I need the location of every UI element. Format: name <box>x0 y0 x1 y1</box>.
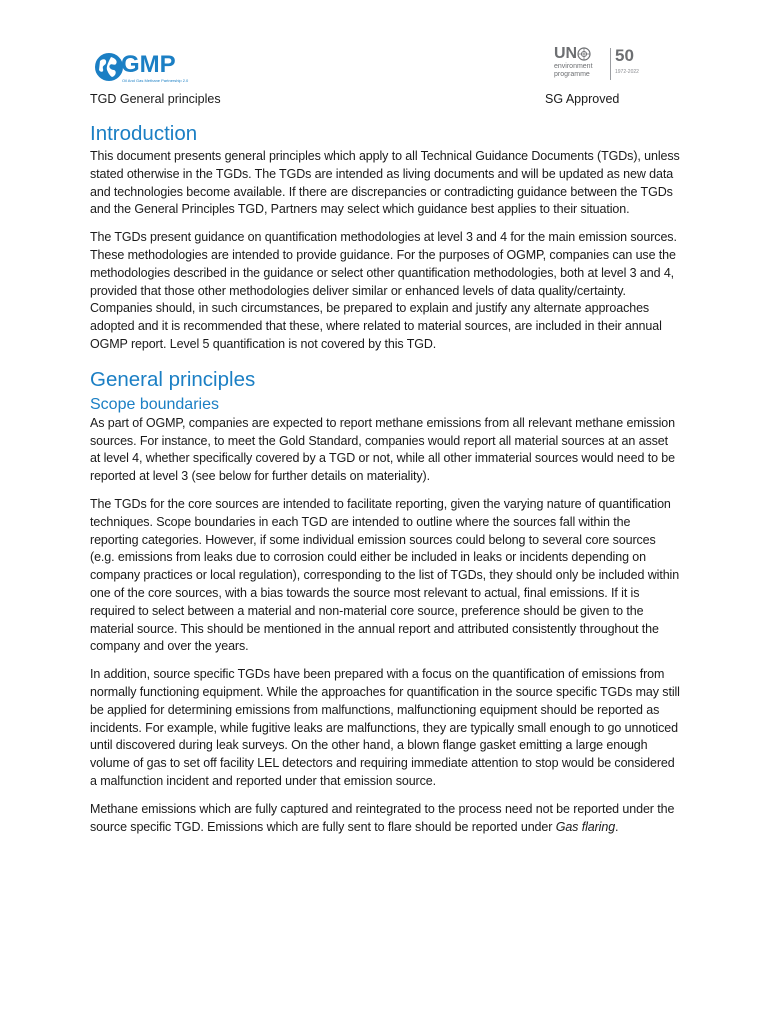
heading-general-principles: General principles <box>90 367 256 391</box>
unep-divider <box>610 48 611 80</box>
gas-flaring-reference: Gas flaring <box>555 819 616 834</box>
ogmp-tagline: Oil And Gas Methane Partnership 2.0 <box>122 78 189 83</box>
paragraph-scope-2: The TGDs for the core sources are intended to facilitate reporting, given the varying nature of quantification techniques. Scope boundaries in each TGD are intended to outline where the sources fall within the reporting categories. However, if some individual emission sources could belong to several core sources (e.g. emissions from leaks due to corrosion could either be included in leaks or incidents depending on company practices or local regulation), corresponding to the list of TGDs, they should only be included within one of the core sources, with a bias towards the source most relevant to actual, final emissions. If it is required to select between a material and non-material core source, preference should be given to the material source. This should be mentioned in the annual report and attributed consistently throughout the company and over the years. <box>90 496 680 654</box>
paragraph-scope-4-text: Methane emissions which are fully captured and reintegrated to the process need not be reported under the source specific TGD. Emissions which are fully sent to flare should be reported under <box>90 801 675 834</box>
un-wordmark: UN <box>554 45 578 62</box>
paragraph-intro-1: This document presents general principles which apply to all Technical Guidance Documents (TGDs), unless stated otherwise in the TGDs. The TGDs are intended as living documents and will be updated as new data and technologies become available. If there are discrepancies or contradicting guidance between the TGDs and the General Principles TGD, Partners may select which guidance best applies to their situation. <box>90 149 680 217</box>
heading-introduction: Introduction <box>90 122 198 145</box>
ogmp-wordmark: GMP <box>121 51 176 78</box>
paragraph-scope-3: In addition, source specific TGDs have been prepared with a focus on the quantification of emissions from normally functioning equipment. While the approaches for quantification in the source specific TGDs may still be applied for determining emissions from malfunctions, malfunctioning equipment should be reported as incidents. For example, while fugitive leaks are malfunctions, they are typically small enough to go unnoticed until discovered during leak surveys. On the other hand, a blown flange gasket emitting a large enough volume of gas to set off facility LEL detectors and requiring immediate attention to stop would be considered a malfunction incident and reported under that emission source. <box>90 667 680 788</box>
header-status-label: SG Approved <box>545 92 620 106</box>
ogmp-logo <box>94 52 204 86</box>
globe-icon <box>94 52 124 82</box>
unep-logo <box>554 46 674 84</box>
unep-fifty: 50 <box>615 46 634 65</box>
paragraph-scope-1: As part of OGMP, companies are expected to report methane emissions from all relevant methane emission sources. For instance, to meet the Gold Standard, companies would report all material sources at an asset at level 4, whether specifically covered by a TGD or not, while all other immaterial sources would need to be reported at level 3 (see below for further details on materiality). <box>90 415 675 484</box>
paragraph-scope-4-end: . <box>615 819 619 834</box>
document-body <box>90 121 680 836</box>
heading-scope-boundaries: Scope boundaries <box>90 395 219 413</box>
unep-years: 1972-2022 <box>615 69 639 75</box>
unep-line-environment: environment <box>554 63 593 70</box>
paragraph-scope-4 <box>90 801 680 837</box>
header-document-label: TGD General principles <box>90 92 221 106</box>
un-emblem-icon <box>577 47 591 61</box>
unep-line-programme: programme <box>554 71 590 78</box>
paragraph-intro-2: The TGDs present guidance on quantification methodologies at level 3 and 4 for the main emission sources. These methodologies are intended to provide guidance. For the purposes of OGMP, companies can use the methodologies described in the guidance or select other quantification methodologies, both at level 3 and 4, provided that those other methodologies deliver similar or enhanced levels of data quality/certainty. Companies should, in such circumstances, be prepared to explain and justify any alternate approaches adopted and it is recommended that these, where related to material sources, are included in their annual OGMP report. Level 5 quantification is not covered by this TGD. <box>90 230 677 351</box>
